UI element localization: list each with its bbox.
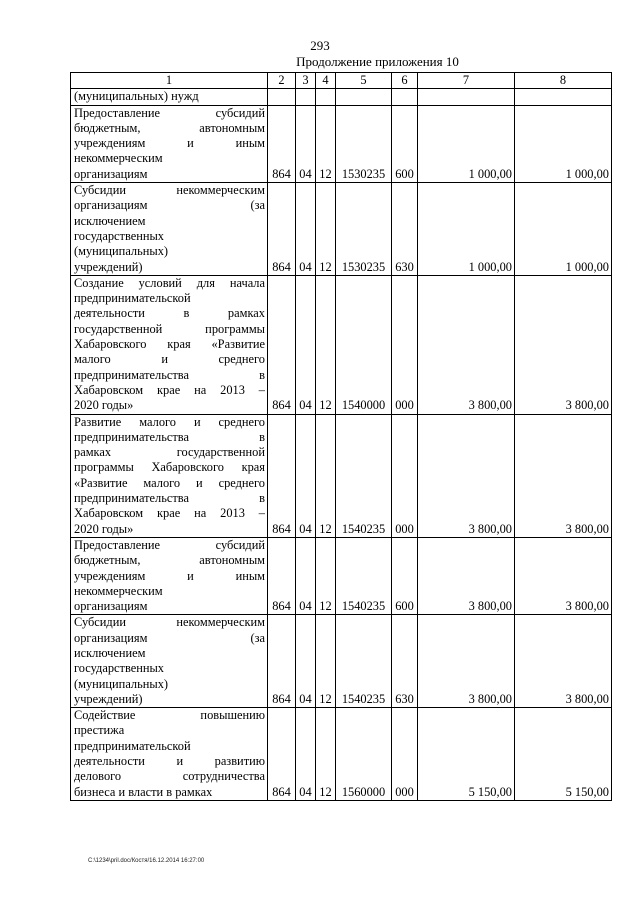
section-cell: 04	[296, 183, 316, 276]
target-article-cell: 1540235	[336, 615, 392, 708]
section-cell: 04	[296, 615, 316, 708]
code-cell: 864	[268, 414, 296, 537]
subsection-cell: 12	[316, 275, 336, 414]
description-line: предпринимательства в	[74, 491, 265, 506]
target-article-cell: 1540235	[336, 537, 392, 614]
header-cell: 5	[336, 73, 392, 89]
table-row	[71, 183, 612, 276]
target-article-cell: 1540000	[336, 275, 392, 414]
description-line: деятельности и развитию	[74, 754, 265, 769]
description-cell	[71, 414, 268, 537]
header-cell: 7	[418, 73, 515, 89]
amount-cell: 3 800,00	[515, 414, 612, 537]
continuation-title: Продолжение приложения 10	[296, 54, 459, 69]
description-line: деятельности в рамках	[74, 306, 265, 321]
description-line: Содействие повышению	[74, 708, 265, 723]
amount-cell: 3 800,00	[515, 537, 612, 614]
description-line: предпринимательской	[74, 291, 191, 306]
section-cell: 04	[296, 537, 316, 614]
description-line: (муниципальных) нужд	[74, 89, 199, 104]
description-line: Субсидии некоммерческим	[74, 183, 265, 198]
amount-cell: 5 150,00	[515, 708, 612, 801]
expense-type-cell: 000	[392, 275, 418, 414]
subsection-cell: 12	[316, 708, 336, 801]
description-line: Хабаровского края «Развитие	[74, 337, 265, 352]
description-line: делового сотрудничества	[74, 769, 265, 784]
code-cell: 864	[268, 537, 296, 614]
description-line: предпринимательства в	[74, 367, 265, 382]
expense-type-cell: 600	[392, 105, 418, 182]
section-cell: 04	[296, 105, 316, 182]
amount-cell: 5 150,00	[418, 708, 515, 801]
header-cell: 1	[71, 73, 268, 89]
expense-type-cell: 630	[392, 615, 418, 708]
description-line: Предоставление субсидий	[74, 105, 265, 120]
code-cell: 864	[268, 105, 296, 182]
amount-cell: 3 800,00	[418, 615, 515, 708]
table-row	[71, 537, 612, 614]
description-line: исключением	[74, 645, 146, 660]
description-line: бюджетным, автономным	[74, 553, 265, 568]
header-cell: 8	[515, 73, 612, 89]
description-line: исключением	[74, 213, 146, 228]
subsection-cell	[316, 89, 336, 105]
table-row	[71, 105, 612, 182]
amount-cell: 3 800,00	[418, 537, 515, 614]
expense-type-cell	[392, 89, 418, 105]
expense-type-cell: 600	[392, 537, 418, 614]
description-line: некоммерческим	[74, 151, 163, 166]
section-cell: 04	[296, 275, 316, 414]
expense-type-cell: 630	[392, 183, 418, 276]
description-line: учреждениям и иным	[74, 136, 265, 151]
code-cell	[268, 89, 296, 105]
description-line: престижа	[74, 723, 125, 738]
description-cell	[71, 275, 268, 414]
description-line: организациям	[74, 599, 148, 614]
description-line: «Развитие малого и среднего	[74, 475, 265, 490]
section-cell: 04	[296, 414, 316, 537]
description-line: Хабаровском крае на 2013 –	[74, 506, 265, 521]
target-article-cell: 1560000	[336, 708, 392, 801]
amount-cell: 1 000,00	[418, 105, 515, 182]
description-line: государственных	[74, 661, 165, 676]
description-line: организациям (за	[74, 198, 265, 213]
code-cell: 864	[268, 275, 296, 414]
subsection-cell: 12	[316, 537, 336, 614]
subsection-cell: 12	[316, 183, 336, 276]
subsection-cell: 12	[316, 105, 336, 182]
amount-cell: 3 800,00	[418, 275, 515, 414]
description-line: предпринимательской	[74, 738, 191, 753]
expense-type-cell: 000	[392, 414, 418, 537]
amount-cell: 3 800,00	[515, 275, 612, 414]
description-line: 2020 годы»	[74, 398, 134, 413]
section-cell: 04	[296, 708, 316, 801]
target-article-cell: 1540235	[336, 414, 392, 537]
description-line: бюджетным, автономным	[74, 120, 265, 135]
table-row	[71, 275, 612, 414]
description-line: Хабаровском крае на 2013 –	[74, 382, 265, 397]
page-number: 293	[310, 38, 330, 53]
table-row	[71, 708, 612, 801]
description-line: рамках государственной	[74, 445, 265, 460]
amount-cell: 1 000,00	[515, 183, 612, 276]
target-article-cell	[336, 89, 392, 105]
description-line: учреждений)	[74, 691, 143, 706]
code-cell: 864	[268, 183, 296, 276]
header-cell: 2	[268, 73, 296, 89]
description-line: (муниципальных)	[74, 676, 169, 691]
description-line: малого и среднего	[74, 352, 265, 367]
file-path-footer: C:\1234\pril.doc/Костя/16.12.2014 16:27:00	[88, 858, 205, 864]
description-cell	[71, 183, 268, 276]
section-cell	[296, 89, 316, 105]
description-line: учреждениям и иным	[74, 568, 265, 583]
table-row	[71, 615, 612, 708]
description-line: государственной программы	[74, 321, 265, 336]
description-line: бизнеса и власти в рамках	[74, 784, 213, 799]
description-line: Субсидии некоммерческим	[74, 615, 265, 630]
description-line: учреждений)	[74, 259, 143, 274]
table-row	[71, 89, 612, 105]
header-cell: 4	[316, 73, 336, 89]
target-article-cell: 1530235	[336, 105, 392, 182]
table-body	[71, 73, 612, 801]
amount-cell	[418, 89, 515, 105]
code-cell: 864	[268, 615, 296, 708]
amount-cell	[515, 89, 612, 105]
table-row	[71, 414, 612, 537]
description-line: Предоставление субсидий	[74, 537, 265, 552]
description-cell	[71, 708, 268, 801]
target-article-cell: 1530235	[336, 183, 392, 276]
subsection-cell: 12	[316, 414, 336, 537]
code-cell: 864	[268, 708, 296, 801]
description-line: организациям	[74, 166, 148, 181]
description-line: программы Хабаровского края	[74, 460, 265, 475]
subsection-cell: 12	[316, 615, 336, 708]
expense-type-cell: 000	[392, 708, 418, 801]
description-cell	[71, 537, 268, 614]
description-line: некоммерческим	[74, 583, 163, 598]
header-cell: 3	[296, 73, 316, 89]
description-cell	[71, 89, 268, 105]
description-line: организациям (за	[74, 630, 265, 645]
description-line: Развитие малого и среднего	[74, 414, 265, 429]
description-line: Создание условий для начала	[74, 275, 265, 290]
budget-table	[70, 72, 612, 801]
amount-cell: 3 800,00	[515, 615, 612, 708]
description-line: 2020 годы»	[74, 521, 134, 536]
description-cell	[71, 105, 268, 182]
header-row	[71, 73, 612, 89]
amount-cell: 1 000,00	[515, 105, 612, 182]
amount-cell: 3 800,00	[418, 414, 515, 537]
description-line: (муниципальных)	[74, 244, 169, 259]
amount-cell: 1 000,00	[418, 183, 515, 276]
description-cell	[71, 615, 268, 708]
description-line: государственных	[74, 228, 165, 243]
description-line: предпринимательства в	[74, 429, 265, 444]
header-cell: 6	[392, 73, 418, 89]
